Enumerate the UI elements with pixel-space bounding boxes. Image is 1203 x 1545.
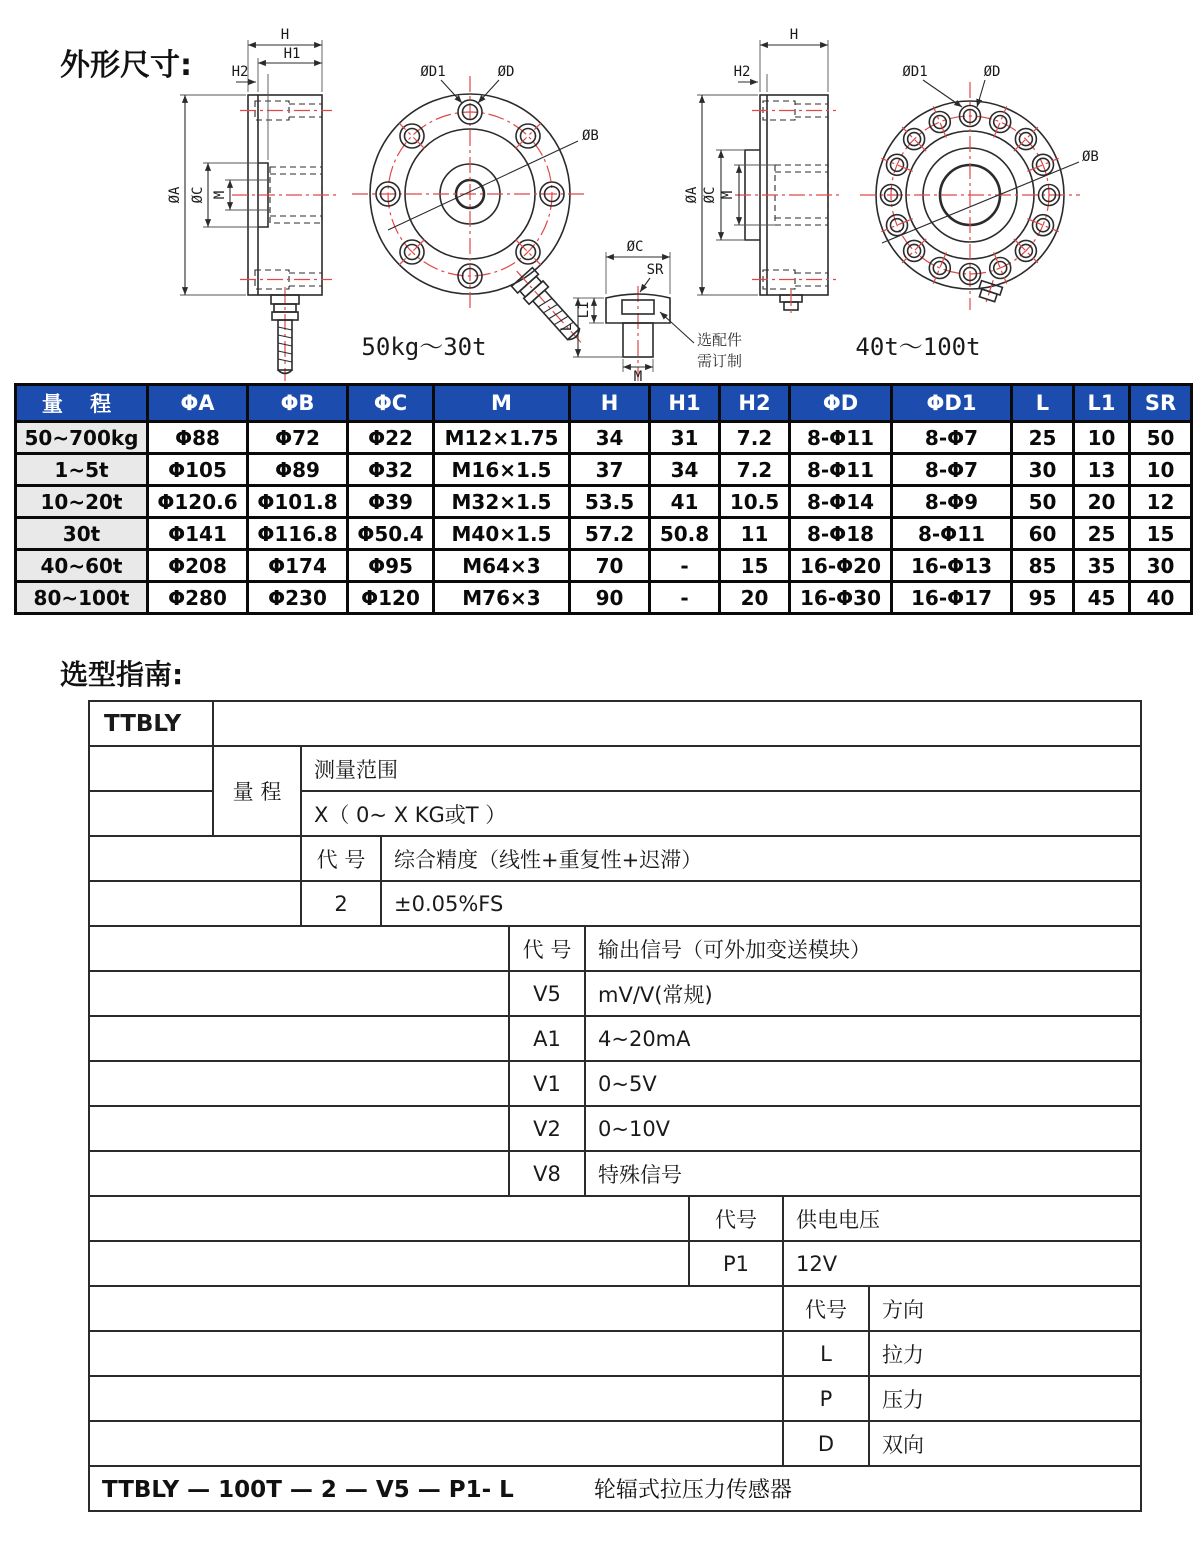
- value-cell: 8-Φ11: [892, 518, 1012, 550]
- optional-part-note-line2: 需订制: [697, 352, 743, 370]
- range-cell: 30t: [16, 518, 148, 550]
- output-option-label-cell: 特殊信号: [585, 1151, 1141, 1196]
- value-cell: 16-Φ13: [892, 550, 1012, 582]
- value-cell: 34: [570, 422, 650, 454]
- dim-label-h1: H1: [283, 46, 301, 62]
- col-header-phi-b: ΦB: [248, 385, 348, 422]
- output-code-header-cell: 代 号: [509, 926, 585, 971]
- value-cell: 53.5: [570, 486, 650, 518]
- model-name-cell: TTBLY: [89, 701, 213, 746]
- direction-option-code-cell: P: [783, 1376, 869, 1421]
- caption-small-range: 50kg～30t: [361, 333, 487, 361]
- col-header-m: M: [434, 385, 570, 422]
- output-desc-cell: 输出信号（可外加变送模块）: [585, 926, 1141, 971]
- dim-label-h2-right: H2: [733, 64, 751, 80]
- selection-row-output-option: [89, 1061, 1141, 1106]
- value-cell: M16×1.5: [434, 454, 570, 486]
- selection-row-model: [89, 701, 1141, 746]
- dim-label-l1: L1: [576, 301, 592, 319]
- direction-option-label-cell: 双向: [869, 1421, 1141, 1466]
- dim-label-h-right: H: [789, 27, 799, 43]
- col-header-h2: H2: [720, 385, 790, 422]
- value-cell: 40: [1130, 582, 1192, 614]
- value-cell: 20: [720, 582, 790, 614]
- spacer-cell: [89, 1286, 783, 1331]
- selection-row-power-option: [89, 1241, 1141, 1286]
- value-cell: M32×1.5: [434, 486, 570, 518]
- value-cell: 34: [650, 454, 720, 486]
- example-cell: [89, 1466, 1141, 1511]
- output-option-label-cell: mV/V(常规): [585, 971, 1141, 1016]
- range-cell: 10~20t: [16, 486, 148, 518]
- dim-table-row: [16, 486, 1192, 518]
- value-cell: Φ22: [348, 422, 434, 454]
- range-desc-cell: 测量范围: [301, 746, 1141, 791]
- output-option-label-cell: 4~20mA: [585, 1016, 1141, 1061]
- value-cell: 16-Φ30: [790, 582, 892, 614]
- col-header-phi-c: ΦC: [348, 385, 434, 422]
- accuracy-code-cell: 2: [301, 881, 381, 926]
- dim-label-phi-d1: ØD1: [420, 64, 446, 80]
- value-cell: Φ208: [148, 550, 248, 582]
- value-cell: 30: [1130, 550, 1192, 582]
- selection-row-accuracy-value: [89, 881, 1141, 926]
- value-cell: 8-Φ14: [790, 486, 892, 518]
- dim-label-phi-c: ØC: [190, 186, 206, 204]
- dim-label-phi-a-right: ØA: [684, 186, 700, 204]
- value-cell: 35: [1074, 550, 1130, 582]
- selection-row-power-header: [89, 1196, 1141, 1241]
- range-format-cell: X（ 0~ X KG或T ）: [301, 791, 1141, 836]
- dim-label-phi-a: ØA: [167, 186, 183, 204]
- output-option-code-cell: V2: [509, 1106, 585, 1151]
- caption-large-range: 40t～100t: [855, 333, 981, 361]
- front-view-large-drawing: [855, 64, 1098, 361]
- value-cell: 20: [1074, 486, 1130, 518]
- dim-label-h2: H2: [231, 64, 249, 80]
- power-option-label-cell: 12V: [783, 1241, 1141, 1286]
- value-cell: 50: [1130, 422, 1192, 454]
- spacer-cell: [89, 1151, 509, 1196]
- dim-label-sr: SR: [646, 262, 664, 278]
- dim-label-l: L: [559, 322, 575, 332]
- value-cell: Φ72: [248, 422, 348, 454]
- selection-row-accuracy-header: [89, 836, 1141, 881]
- dim-table-row: [16, 582, 1192, 614]
- selection-row-direction-option: [89, 1376, 1141, 1421]
- col-header-l: L: [1012, 385, 1074, 422]
- range-cell: 1~5t: [16, 454, 148, 486]
- selection-row-range-desc: [89, 746, 1141, 791]
- value-cell: 11: [720, 518, 790, 550]
- selection-row-output-option: [89, 1106, 1141, 1151]
- spacer-cell: [89, 1061, 509, 1106]
- value-cell: 8-Φ11: [790, 422, 892, 454]
- dim-label-m-right: M: [720, 190, 736, 200]
- dim-table-row: [16, 454, 1192, 486]
- output-option-code-cell: A1: [509, 1016, 585, 1061]
- value-cell: M64×3: [434, 550, 570, 582]
- value-cell: 50: [1012, 486, 1074, 518]
- direction-option-label-cell: 压力: [869, 1376, 1141, 1421]
- value-cell: 70: [570, 550, 650, 582]
- accuracy-code-header-cell: 代 号: [301, 836, 381, 881]
- value-cell: 85: [1012, 550, 1074, 582]
- direction-code-header-cell: 代号: [783, 1286, 869, 1331]
- value-cell: 8-Φ11: [790, 454, 892, 486]
- value-cell: Φ88: [148, 422, 248, 454]
- dim-table-row: [16, 518, 1192, 550]
- value-cell: 7.2: [720, 454, 790, 486]
- selection-row-direction-option: [89, 1331, 1141, 1376]
- dim-label-m: M: [212, 190, 228, 200]
- spacer-cell: [89, 926, 509, 971]
- value-cell: 60: [1012, 518, 1074, 550]
- dim-label-phi-c-accessory: ØC: [626, 239, 644, 255]
- spacer-cell: [89, 1241, 689, 1286]
- dim-table-row: [16, 550, 1192, 582]
- value-cell: 31: [650, 422, 720, 454]
- value-cell: -: [650, 550, 720, 582]
- value-cell: Φ32: [348, 454, 434, 486]
- spacer-cell: [89, 1016, 509, 1061]
- col-header-phi-d1: ΦD1: [892, 385, 1012, 422]
- cable-gland: [271, 287, 299, 381]
- value-cell: 41: [650, 486, 720, 518]
- dim-label-m-accessory: M: [633, 369, 643, 383]
- dim-label-phi-c-right: ØC: [702, 186, 718, 204]
- dimensions-section-title: 外形尺寸:: [60, 48, 192, 83]
- spacer-cell: [89, 881, 301, 926]
- side-view-small-drawing: [167, 27, 338, 381]
- outline-drawings: [0, 0, 1203, 383]
- power-option-code-cell: P1: [689, 1241, 783, 1286]
- col-header-l1: L1: [1074, 385, 1130, 422]
- dim-label-phi-d: ØD: [497, 64, 515, 80]
- connector-plug: [975, 277, 1004, 309]
- dim-label-phi-b: ØB: [582, 128, 599, 144]
- value-cell: 15: [720, 550, 790, 582]
- output-option-code-cell: V5: [509, 971, 585, 1016]
- value-cell: Φ174: [248, 550, 348, 582]
- range-header-cell: 量 程: [213, 746, 301, 836]
- value-cell: 10: [1074, 422, 1130, 454]
- value-cell: Φ116.8: [248, 518, 348, 550]
- power-desc-cell: 供电电压: [783, 1196, 1141, 1241]
- example-model-string: TTBLY — 100T — 2 — V5 — P1- L: [102, 1477, 514, 1503]
- direction-option-label-cell: 拉力: [869, 1331, 1141, 1376]
- selection-section-title: 选型指南:: [60, 658, 184, 691]
- value-cell: 7.2: [720, 422, 790, 454]
- value-cell: 50.8: [650, 518, 720, 550]
- accuracy-value-cell: ±0.05%FS: [381, 881, 1141, 926]
- output-option-label-cell: 0~5V: [585, 1061, 1141, 1106]
- spacer-cell: [89, 791, 213, 836]
- value-cell: Φ141: [148, 518, 248, 550]
- value-cell: Φ120: [348, 582, 434, 614]
- value-cell: 16-Φ17: [892, 582, 1012, 614]
- value-cell: 10: [1130, 454, 1192, 486]
- selection-guide-table: [88, 700, 1142, 1512]
- col-header-h: H: [570, 385, 650, 422]
- value-cell: Φ120.6: [148, 486, 248, 518]
- value-cell: 16-Φ20: [790, 550, 892, 582]
- col-header-sr: SR: [1130, 385, 1192, 422]
- spacer-cell: [89, 836, 301, 881]
- value-cell: Φ105: [148, 454, 248, 486]
- value-cell: 95: [1012, 582, 1074, 614]
- value-cell: Φ101.8: [248, 486, 348, 518]
- direction-option-code-cell: L: [783, 1331, 869, 1376]
- value-cell: Φ95: [348, 550, 434, 582]
- value-cell: Φ230: [248, 582, 348, 614]
- value-cell: 90: [570, 582, 650, 614]
- direction-desc-cell: 方向: [869, 1286, 1141, 1331]
- optional-part-note-line1: 选配件: [697, 331, 743, 349]
- range-cell: 80~100t: [16, 582, 148, 614]
- value-cell: -: [650, 582, 720, 614]
- range-cell: 40~60t: [16, 550, 148, 582]
- dim-label-h: H: [280, 27, 290, 43]
- side-view-large-drawing: [684, 27, 840, 316]
- value-cell: 8-Φ18: [790, 518, 892, 550]
- col-header-phi-a: ΦA: [148, 385, 248, 422]
- selection-row-output-option: [89, 1151, 1141, 1196]
- col-header-range: 量 程: [16, 385, 148, 422]
- spacer-cell: [213, 701, 1141, 746]
- value-cell: Φ280: [148, 582, 248, 614]
- spacer-cell: [89, 971, 509, 1016]
- value-cell: 45: [1074, 582, 1130, 614]
- value-cell: Φ89: [248, 454, 348, 486]
- direction-option-code-cell: D: [783, 1421, 869, 1466]
- dim-label-phi-b-right: ØB: [1082, 149, 1099, 165]
- spacer-cell: [89, 1196, 689, 1241]
- value-cell: Φ50.4: [348, 518, 434, 550]
- col-header-h1: H1: [650, 385, 720, 422]
- output-option-label-cell: 0~10V: [585, 1106, 1141, 1151]
- value-cell: M40×1.5: [434, 518, 570, 550]
- dimension-table: [14, 383, 1193, 615]
- output-option-code-cell: V8: [509, 1151, 585, 1196]
- value-cell: 8-Φ7: [892, 422, 1012, 454]
- output-option-code-cell: V1: [509, 1061, 585, 1106]
- value-cell: 25: [1074, 518, 1130, 550]
- value-cell: 15: [1130, 518, 1192, 550]
- dim-table-header-row: [16, 385, 1192, 422]
- value-cell: 8-Φ9: [892, 486, 1012, 518]
- value-cell: 57.2: [570, 518, 650, 550]
- selection-row-example: [89, 1466, 1141, 1511]
- value-cell: M76×3: [434, 582, 570, 614]
- value-cell: 12: [1130, 486, 1192, 518]
- value-cell: M12×1.75: [434, 422, 570, 454]
- spacer-cell: [89, 1376, 783, 1421]
- product-name: 轮辐式拉压力传感器: [593, 1478, 792, 1503]
- selection-row-output-option: [89, 971, 1141, 1016]
- spacer-cell: [89, 1331, 783, 1376]
- selection-row-direction-header: [89, 1286, 1141, 1331]
- value-cell: 25: [1012, 422, 1074, 454]
- dim-label-phi-d1-right: ØD1: [902, 64, 928, 80]
- selection-row-output-header: [89, 926, 1141, 971]
- col-header-phi-d: ΦD: [790, 385, 892, 422]
- value-cell: Φ39: [348, 486, 434, 518]
- accessory-drawing: [559, 239, 742, 383]
- spacer-cell: [89, 1106, 509, 1151]
- dim-table-row: [16, 422, 1192, 454]
- value-cell: 8-Φ7: [892, 454, 1012, 486]
- power-code-header-cell: 代号: [689, 1196, 783, 1241]
- value-cell: 37: [570, 454, 650, 486]
- range-cell: 50~700kg: [16, 422, 148, 454]
- accuracy-desc-cell: 综合精度（线性+重复性+迟滞）: [381, 836, 1141, 881]
- selection-row-output-option: [89, 1016, 1141, 1061]
- spacer-cell: [89, 1421, 783, 1466]
- value-cell: 10.5: [720, 486, 790, 518]
- value-cell: 13: [1074, 454, 1130, 486]
- dim-label-phi-d-right: ØD: [983, 64, 1001, 80]
- front-view-small-drawing: [352, 64, 599, 361]
- value-cell: 30: [1012, 454, 1074, 486]
- spacer-cell: [89, 746, 213, 791]
- selection-row-direction-option: [89, 1421, 1141, 1466]
